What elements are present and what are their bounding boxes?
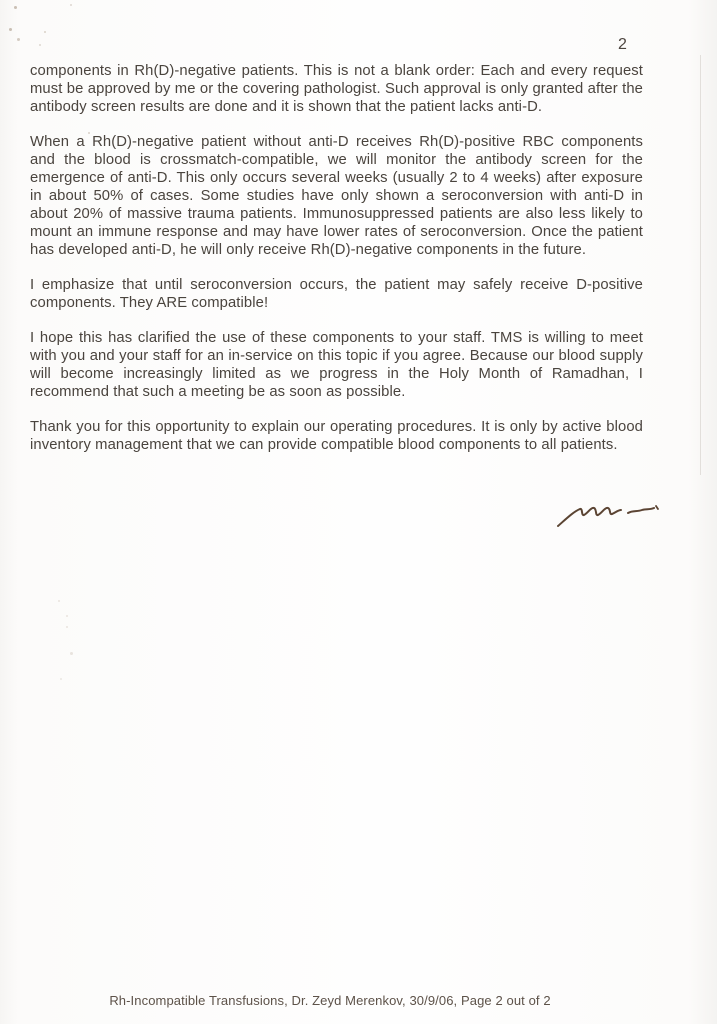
scan-speckle (58, 600, 60, 602)
scan-speckle (70, 652, 73, 655)
scan-speckle (70, 4, 72, 6)
letter-body (30, 62, 643, 471)
paragraph-approval-policy: components in Rh(D)-negative patients. This is not a blank order: Each and every request must be approved by me or the covering pathologist. Such approval is only granted after the antibody screen results are done and it is shown that the patient lacks anti-D. (30, 63, 643, 115)
scan-speckle (66, 626, 68, 628)
scan-edge-artifact (700, 55, 701, 475)
paragraph-seroconversion-monitoring: When a Rh(D)-negative patient without anti-D receives Rh(D)-positive RBC components and the blood is crossmatch-compatible, we will monitor the antibody screen for the emergence of anti-D. This only occurs several weeks (usually 2 to 4 weeks) after exposure in about 50% of cases. Some studies have only shown a seroconversion with anti-D in about 20% of massive trauma patients. Immunosuppressed patients are also less likely to mount an immune response and may have lower rates of seroconversion. Once the patient has developed anti-D, he will only receive Rh(D)-negative components in the future. (30, 134, 643, 258)
scan-speckle (44, 31, 46, 33)
paragraph-inservice-offer: I hope this has clarified the use of these components to your staff. TMS is willing to meet with you and your staff for an in-service on this topic if you agree. Because our blood supply will become increasingly limited as we progress in the Holy Month of Ramadhan, I recommend that such a meeting be as soon as possible. (30, 330, 643, 400)
scan-speckle (14, 6, 17, 9)
scan-speckle (60, 678, 62, 680)
scan-speckle (66, 615, 68, 617)
scan-speckle (39, 44, 41, 46)
page-number: 2 (618, 36, 627, 53)
paragraph-compatibility-emphasis: I emphasize that until seroconversion occurs, the patient may safely receive D-positive components. They ARE compatible! (30, 277, 643, 311)
scan-speckle (9, 28, 12, 31)
paragraph-closing-thanks: Thank you for this opportunity to explain our operating procedures. It is only by active blood inventory management that we can provide compatible blood components to all patients. (30, 419, 643, 453)
footer-document-title: Rh-Incompatible Transfusions, Dr. Zeyd Merenkov, 30/9/06, Page 2 out of 2 (109, 993, 551, 1008)
signature-scribble (555, 499, 663, 531)
scan-speckle (17, 38, 20, 41)
